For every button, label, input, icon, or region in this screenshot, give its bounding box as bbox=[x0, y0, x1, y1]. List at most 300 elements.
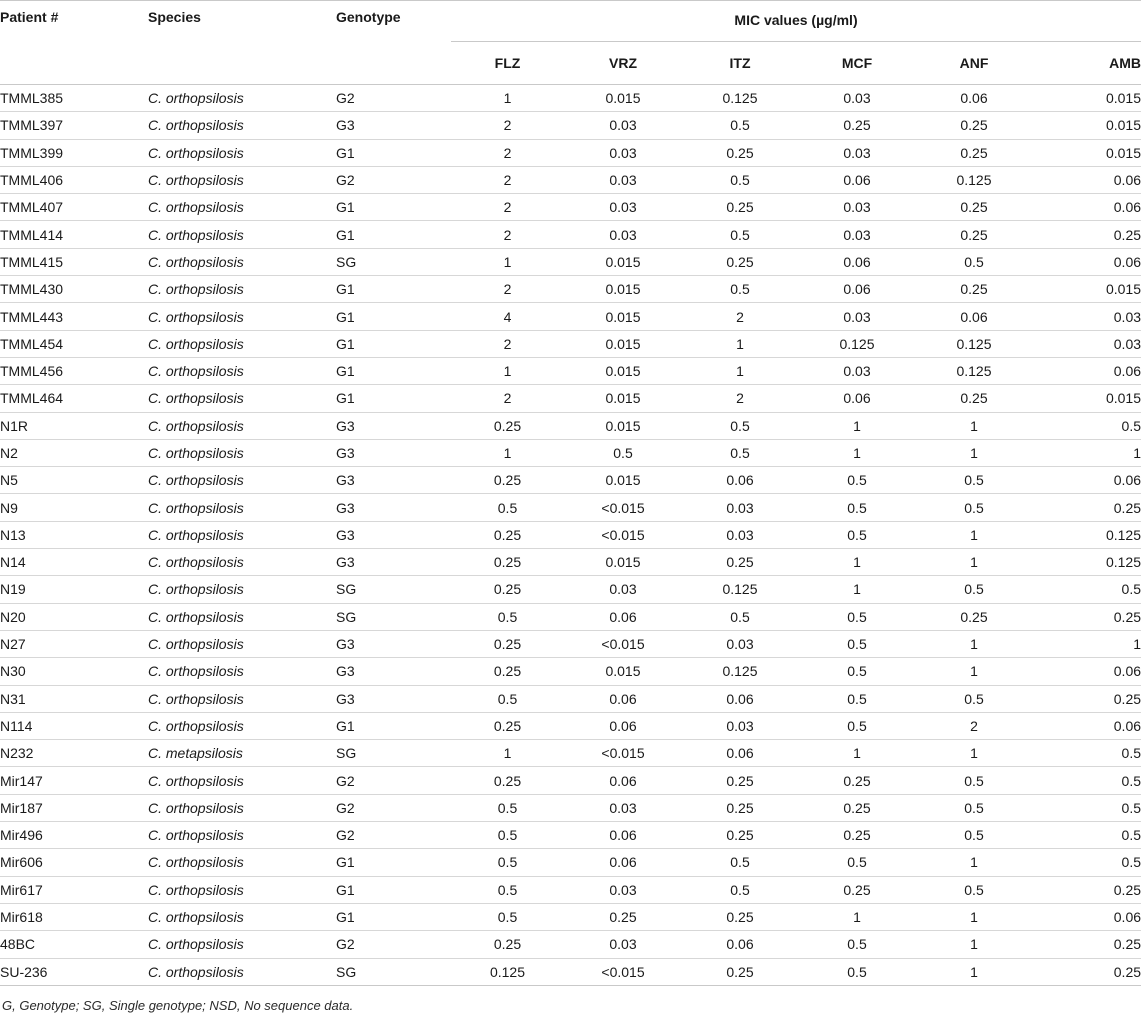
cell-species: C. orthopsilosis bbox=[148, 849, 336, 876]
cell-itz: 0.06 bbox=[682, 740, 798, 767]
table-row bbox=[0, 385, 1141, 412]
cell-itz: 0.25 bbox=[682, 794, 798, 821]
cell-flz: 0.125 bbox=[451, 958, 564, 985]
cell-itz: 2 bbox=[682, 303, 798, 330]
cell-mcf: 0.5 bbox=[798, 603, 916, 630]
cell-itz: 0.125 bbox=[682, 658, 798, 685]
cell-anf: 0.25 bbox=[916, 139, 1032, 166]
cell-flz: 2 bbox=[451, 166, 564, 193]
cell-species: C. orthopsilosis bbox=[148, 903, 336, 930]
cell-patient: Mir147 bbox=[0, 767, 148, 794]
table-row bbox=[0, 712, 1141, 739]
cell-itz: 0.5 bbox=[682, 221, 798, 248]
cell-amb: 0.06 bbox=[1032, 467, 1141, 494]
cell-vrz: 0.03 bbox=[564, 139, 682, 166]
cell-flz: 0.25 bbox=[451, 576, 564, 603]
cell-mcf: 0.03 bbox=[798, 85, 916, 112]
cell-vrz: <0.015 bbox=[564, 958, 682, 985]
cell-vrz: 0.015 bbox=[564, 658, 682, 685]
table-row bbox=[0, 521, 1141, 548]
cell-amb: 1 bbox=[1032, 630, 1141, 657]
cell-genotype: G3 bbox=[336, 685, 451, 712]
cell-vrz: 0.015 bbox=[564, 467, 682, 494]
cell-flz: 0.5 bbox=[451, 794, 564, 821]
cell-genotype: G3 bbox=[336, 630, 451, 657]
cell-mcf: 1 bbox=[798, 576, 916, 603]
cell-flz: 2 bbox=[451, 194, 564, 221]
table-row bbox=[0, 685, 1141, 712]
cell-patient: N20 bbox=[0, 603, 148, 630]
cell-species: C. orthopsilosis bbox=[148, 958, 336, 985]
header-genotype: Genotype bbox=[336, 1, 451, 42]
table-row bbox=[0, 903, 1141, 930]
cell-amb: 0.25 bbox=[1032, 603, 1141, 630]
cell-flz: 0.5 bbox=[451, 494, 564, 521]
cell-anf: 0.125 bbox=[916, 357, 1032, 384]
cell-species: C. orthopsilosis bbox=[148, 357, 336, 384]
cell-patient: N30 bbox=[0, 658, 148, 685]
header-mic-values: MIC values (µg/ml) bbox=[451, 1, 1141, 42]
cell-anf: 1 bbox=[916, 903, 1032, 930]
cell-patient: N232 bbox=[0, 740, 148, 767]
cell-patient: N31 bbox=[0, 685, 148, 712]
cell-patient: Mir606 bbox=[0, 849, 148, 876]
cell-species: C. orthopsilosis bbox=[148, 521, 336, 548]
cell-patient: Mir618 bbox=[0, 903, 148, 930]
cell-species: C. orthopsilosis bbox=[148, 412, 336, 439]
table-row bbox=[0, 85, 1141, 112]
cell-anf: 0.25 bbox=[916, 385, 1032, 412]
cell-amb: 0.25 bbox=[1032, 685, 1141, 712]
cell-patient: N27 bbox=[0, 630, 148, 657]
table-row bbox=[0, 494, 1141, 521]
cell-mcf: 0.25 bbox=[798, 822, 916, 849]
cell-itz: 0.5 bbox=[682, 849, 798, 876]
cell-anf: 1 bbox=[916, 549, 1032, 576]
cell-itz: 0.25 bbox=[682, 194, 798, 221]
cell-flz: 0.25 bbox=[451, 712, 564, 739]
cell-itz: 0.5 bbox=[682, 876, 798, 903]
cell-vrz: 0.015 bbox=[564, 330, 682, 357]
cell-genotype: G1 bbox=[336, 303, 451, 330]
cell-genotype: G1 bbox=[336, 903, 451, 930]
cell-genotype: G3 bbox=[336, 549, 451, 576]
cell-vrz: 0.015 bbox=[564, 412, 682, 439]
cell-amb: 0.06 bbox=[1032, 658, 1141, 685]
cell-mcf: 0.03 bbox=[798, 221, 916, 248]
cell-amb: 0.06 bbox=[1032, 194, 1141, 221]
cell-mcf: 0.06 bbox=[798, 166, 916, 193]
cell-patient: N14 bbox=[0, 549, 148, 576]
table-row bbox=[0, 767, 1141, 794]
cell-itz: 0.06 bbox=[682, 467, 798, 494]
table-row bbox=[0, 330, 1141, 357]
cell-species: C. orthopsilosis bbox=[148, 439, 336, 466]
cell-anf: 0.5 bbox=[916, 767, 1032, 794]
cell-flz: 0.25 bbox=[451, 767, 564, 794]
cell-species: C. orthopsilosis bbox=[148, 876, 336, 903]
cell-mcf: 1 bbox=[798, 549, 916, 576]
cell-species: C. orthopsilosis bbox=[148, 276, 336, 303]
table-row bbox=[0, 276, 1141, 303]
cell-vrz: 0.015 bbox=[564, 276, 682, 303]
subheader-blank bbox=[0, 42, 148, 85]
cell-patient: N1R bbox=[0, 412, 148, 439]
cell-vrz: 0.06 bbox=[564, 849, 682, 876]
cell-mcf: 0.03 bbox=[798, 139, 916, 166]
cell-anf: 1 bbox=[916, 439, 1032, 466]
cell-flz: 2 bbox=[451, 276, 564, 303]
table-row bbox=[0, 849, 1141, 876]
cell-mcf: 0.5 bbox=[798, 685, 916, 712]
cell-mcf: 0.5 bbox=[798, 958, 916, 985]
cell-itz: 0.03 bbox=[682, 712, 798, 739]
cell-amb: 0.5 bbox=[1032, 412, 1141, 439]
cell-anf: 0.5 bbox=[916, 685, 1032, 712]
cell-mcf: 0.03 bbox=[798, 194, 916, 221]
cell-itz: 0.5 bbox=[682, 412, 798, 439]
cell-vrz: 0.25 bbox=[564, 903, 682, 930]
cell-genotype: SG bbox=[336, 576, 451, 603]
table-row bbox=[0, 740, 1141, 767]
cell-itz: 0.03 bbox=[682, 521, 798, 548]
cell-flz: 0.5 bbox=[451, 876, 564, 903]
header-species: Species bbox=[148, 1, 336, 42]
cell-anf: 0.5 bbox=[916, 467, 1032, 494]
cell-amb: 0.015 bbox=[1032, 385, 1141, 412]
cell-itz: 0.25 bbox=[682, 549, 798, 576]
cell-amb: 0.06 bbox=[1032, 903, 1141, 930]
cell-genotype: G2 bbox=[336, 85, 451, 112]
cell-patient: TMML397 bbox=[0, 112, 148, 139]
cell-flz: 0.25 bbox=[451, 658, 564, 685]
cell-amb: 0.03 bbox=[1032, 303, 1141, 330]
cell-amb: 0.25 bbox=[1032, 221, 1141, 248]
cell-vrz: 0.03 bbox=[564, 931, 682, 958]
cell-amb: 0.015 bbox=[1032, 112, 1141, 139]
cell-genotype: G3 bbox=[336, 467, 451, 494]
table-row bbox=[0, 303, 1141, 330]
cell-anf: 1 bbox=[916, 630, 1032, 657]
cell-vrz: 0.06 bbox=[564, 712, 682, 739]
cell-anf: 0.06 bbox=[916, 303, 1032, 330]
cell-genotype: SG bbox=[336, 958, 451, 985]
table-row bbox=[0, 658, 1141, 685]
cell-mcf: 0.03 bbox=[798, 357, 916, 384]
cell-flz: 0.5 bbox=[451, 822, 564, 849]
cell-amb: 0.03 bbox=[1032, 330, 1141, 357]
cell-patient: Mir496 bbox=[0, 822, 148, 849]
cell-species: C. orthopsilosis bbox=[148, 330, 336, 357]
table-row bbox=[0, 467, 1141, 494]
cell-anf: 0.5 bbox=[916, 822, 1032, 849]
cell-flz: 0.25 bbox=[451, 630, 564, 657]
cell-genotype: G3 bbox=[336, 658, 451, 685]
table-row bbox=[0, 166, 1141, 193]
cell-itz: 0.25 bbox=[682, 958, 798, 985]
cell-itz: 0.5 bbox=[682, 166, 798, 193]
table-row bbox=[0, 931, 1141, 958]
cell-mcf: 0.06 bbox=[798, 248, 916, 275]
cell-anf: 0.25 bbox=[916, 221, 1032, 248]
cell-vrz: 0.06 bbox=[564, 603, 682, 630]
cell-vrz: <0.015 bbox=[564, 740, 682, 767]
cell-species: C. orthopsilosis bbox=[148, 194, 336, 221]
cell-amb: 0.06 bbox=[1032, 357, 1141, 384]
cell-anf: 1 bbox=[916, 412, 1032, 439]
cell-flz: 2 bbox=[451, 139, 564, 166]
cell-itz: 1 bbox=[682, 357, 798, 384]
cell-species: C. orthopsilosis bbox=[148, 576, 336, 603]
cell-amb: 0.015 bbox=[1032, 85, 1141, 112]
cell-species: C. orthopsilosis bbox=[148, 630, 336, 657]
cell-patient: N9 bbox=[0, 494, 148, 521]
cell-flz: 0.25 bbox=[451, 549, 564, 576]
cell-amb: 0.5 bbox=[1032, 767, 1141, 794]
table-row bbox=[0, 139, 1141, 166]
cell-vrz: 0.03 bbox=[564, 876, 682, 903]
cell-anf: 0.25 bbox=[916, 276, 1032, 303]
cell-mcf: 0.25 bbox=[798, 112, 916, 139]
header-drug-amb: AMB bbox=[1032, 42, 1141, 85]
table-row bbox=[0, 603, 1141, 630]
header-drug-flz: FLZ bbox=[451, 42, 564, 85]
cell-amb: 0.25 bbox=[1032, 876, 1141, 903]
cell-genotype: G1 bbox=[336, 357, 451, 384]
cell-genotype: G3 bbox=[336, 412, 451, 439]
cell-flz: 1 bbox=[451, 439, 564, 466]
cell-patient: TMML456 bbox=[0, 357, 148, 384]
cell-flz: 1 bbox=[451, 740, 564, 767]
cell-vrz: 0.015 bbox=[564, 549, 682, 576]
cell-vrz: 0.015 bbox=[564, 357, 682, 384]
cell-species: C. orthopsilosis bbox=[148, 303, 336, 330]
cell-anf: 1 bbox=[916, 658, 1032, 685]
cell-species: C. orthopsilosis bbox=[148, 685, 336, 712]
header-patient: Patient # bbox=[0, 1, 148, 42]
cell-anf: 0.5 bbox=[916, 248, 1032, 275]
cell-species: C. orthopsilosis bbox=[148, 494, 336, 521]
cell-amb: 0.25 bbox=[1032, 494, 1141, 521]
subheader-blank bbox=[148, 42, 336, 85]
cell-anf: 0.125 bbox=[916, 330, 1032, 357]
cell-mcf: 0.5 bbox=[798, 931, 916, 958]
cell-patient: TMML406 bbox=[0, 166, 148, 193]
cell-genotype: G1 bbox=[336, 221, 451, 248]
cell-vrz: <0.015 bbox=[564, 521, 682, 548]
cell-amb: 0.5 bbox=[1032, 849, 1141, 876]
cell-mcf: 0.25 bbox=[798, 794, 916, 821]
table-row bbox=[0, 822, 1141, 849]
cell-species: C. orthopsilosis bbox=[148, 112, 336, 139]
header-drug-anf: ANF bbox=[916, 42, 1032, 85]
cell-genotype: G1 bbox=[336, 712, 451, 739]
cell-itz: 0.06 bbox=[682, 685, 798, 712]
cell-patient: N13 bbox=[0, 521, 148, 548]
cell-anf: 1 bbox=[916, 958, 1032, 985]
cell-anf: 0.25 bbox=[916, 112, 1032, 139]
cell-species: C. orthopsilosis bbox=[148, 931, 336, 958]
cell-amb: 0.5 bbox=[1032, 794, 1141, 821]
cell-genotype: G3 bbox=[336, 494, 451, 521]
cell-itz: 2 bbox=[682, 385, 798, 412]
cell-mcf: 1 bbox=[798, 903, 916, 930]
cell-itz: 0.5 bbox=[682, 276, 798, 303]
cell-species: C. orthopsilosis bbox=[148, 221, 336, 248]
cell-species: C. orthopsilosis bbox=[148, 549, 336, 576]
cell-vrz: 0.5 bbox=[564, 439, 682, 466]
cell-genotype: SG bbox=[336, 740, 451, 767]
cell-itz: 0.5 bbox=[682, 603, 798, 630]
cell-species: C. orthopsilosis bbox=[148, 467, 336, 494]
cell-genotype: G1 bbox=[336, 385, 451, 412]
table-row bbox=[0, 412, 1141, 439]
cell-amb: 0.25 bbox=[1032, 931, 1141, 958]
cell-amb: 0.5 bbox=[1032, 740, 1141, 767]
table-row bbox=[0, 357, 1141, 384]
cell-vrz: 0.06 bbox=[564, 767, 682, 794]
cell-anf: 1 bbox=[916, 849, 1032, 876]
cell-itz: 0.25 bbox=[682, 822, 798, 849]
cell-genotype: G2 bbox=[336, 822, 451, 849]
cell-patient: TMML415 bbox=[0, 248, 148, 275]
subheader-blank bbox=[336, 42, 451, 85]
cell-vrz: 0.015 bbox=[564, 303, 682, 330]
cell-amb: 0.25 bbox=[1032, 958, 1141, 985]
cell-mcf: 0.5 bbox=[798, 849, 916, 876]
cell-mcf: 0.06 bbox=[798, 276, 916, 303]
cell-flz: 0.5 bbox=[451, 685, 564, 712]
header-drug-mcf: MCF bbox=[798, 42, 916, 85]
cell-species: C. orthopsilosis bbox=[148, 248, 336, 275]
table-row bbox=[0, 194, 1141, 221]
cell-flz: 0.25 bbox=[451, 521, 564, 548]
cell-flz: 2 bbox=[451, 385, 564, 412]
table-body bbox=[0, 85, 1141, 986]
cell-genotype: G2 bbox=[336, 166, 451, 193]
cell-species: C. orthopsilosis bbox=[148, 794, 336, 821]
cell-mcf: 1 bbox=[798, 740, 916, 767]
cell-itz: 0.125 bbox=[682, 85, 798, 112]
cell-genotype: G2 bbox=[336, 931, 451, 958]
cell-itz: 0.5 bbox=[682, 112, 798, 139]
cell-amb: 0.06 bbox=[1032, 248, 1141, 275]
cell-mcf: 0.25 bbox=[798, 876, 916, 903]
header-drug-vrz: VRZ bbox=[564, 42, 682, 85]
cell-genotype: G3 bbox=[336, 112, 451, 139]
cell-anf: 0.125 bbox=[916, 166, 1032, 193]
cell-flz: 0.25 bbox=[451, 467, 564, 494]
cell-amb: 0.5 bbox=[1032, 822, 1141, 849]
table-footnote: G, Genotype; SG, Single genotype; NSD, No sequence data. bbox=[2, 997, 354, 1013]
header-drug-itz: ITZ bbox=[682, 42, 798, 85]
cell-vrz: 0.03 bbox=[564, 576, 682, 603]
cell-vrz: <0.015 bbox=[564, 630, 682, 657]
cell-anf: 0.5 bbox=[916, 794, 1032, 821]
cell-vrz: 0.015 bbox=[564, 248, 682, 275]
cell-amb: 0.125 bbox=[1032, 549, 1141, 576]
cell-flz: 1 bbox=[451, 85, 564, 112]
cell-genotype: G1 bbox=[336, 194, 451, 221]
cell-patient: TMML430 bbox=[0, 276, 148, 303]
cell-patient: TMML399 bbox=[0, 139, 148, 166]
cell-mcf: 0.5 bbox=[798, 494, 916, 521]
cell-anf: 1 bbox=[916, 931, 1032, 958]
cell-amb: 0.015 bbox=[1032, 139, 1141, 166]
cell-itz: 0.25 bbox=[682, 248, 798, 275]
cell-anf: 1 bbox=[916, 521, 1032, 548]
cell-amb: 0.015 bbox=[1032, 276, 1141, 303]
cell-mcf: 1 bbox=[798, 412, 916, 439]
cell-itz: 0.25 bbox=[682, 903, 798, 930]
cell-vrz: 0.015 bbox=[564, 85, 682, 112]
cell-genotype: SG bbox=[336, 248, 451, 275]
cell-itz: 0.25 bbox=[682, 767, 798, 794]
table-row bbox=[0, 549, 1141, 576]
cell-anf: 0.5 bbox=[916, 576, 1032, 603]
cell-anf: 0.5 bbox=[916, 494, 1032, 521]
cell-mcf: 1 bbox=[798, 439, 916, 466]
cell-genotype: G1 bbox=[336, 849, 451, 876]
cell-mcf: 0.25 bbox=[798, 767, 916, 794]
cell-patient: TMML454 bbox=[0, 330, 148, 357]
cell-patient: TMML414 bbox=[0, 221, 148, 248]
cell-flz: 0.5 bbox=[451, 849, 564, 876]
cell-genotype: SG bbox=[336, 603, 451, 630]
cell-anf: 0.06 bbox=[916, 85, 1032, 112]
cell-anf: 0.25 bbox=[916, 603, 1032, 630]
cell-mcf: 0.5 bbox=[798, 467, 916, 494]
cell-mcf: 0.5 bbox=[798, 630, 916, 657]
cell-patient: N2 bbox=[0, 439, 148, 466]
cell-itz: 1 bbox=[682, 330, 798, 357]
cell-patient: Mir187 bbox=[0, 794, 148, 821]
cell-patient: TMML385 bbox=[0, 85, 148, 112]
cell-flz: 0.25 bbox=[451, 412, 564, 439]
cell-genotype: G3 bbox=[336, 439, 451, 466]
cell-species: C. orthopsilosis bbox=[148, 712, 336, 739]
cell-patient: Mir617 bbox=[0, 876, 148, 903]
cell-amb: 0.06 bbox=[1032, 712, 1141, 739]
cell-patient: TMML464 bbox=[0, 385, 148, 412]
cell-species: C. orthopsilosis bbox=[148, 658, 336, 685]
cell-itz: 0.03 bbox=[682, 630, 798, 657]
cell-amb: 0.06 bbox=[1032, 166, 1141, 193]
table-row bbox=[0, 958, 1141, 985]
cell-vrz: <0.015 bbox=[564, 494, 682, 521]
cell-flz: 2 bbox=[451, 112, 564, 139]
cell-patient: TMML407 bbox=[0, 194, 148, 221]
cell-patient: N19 bbox=[0, 576, 148, 603]
cell-patient: 48BC bbox=[0, 931, 148, 958]
cell-mcf: 0.03 bbox=[798, 303, 916, 330]
cell-genotype: G1 bbox=[336, 330, 451, 357]
cell-flz: 2 bbox=[451, 221, 564, 248]
cell-genotype: G2 bbox=[336, 767, 451, 794]
table-row bbox=[0, 221, 1141, 248]
table-row bbox=[0, 112, 1141, 139]
cell-vrz: 0.03 bbox=[564, 794, 682, 821]
table-row bbox=[0, 439, 1141, 466]
cell-species: C. orthopsilosis bbox=[148, 139, 336, 166]
cell-species: C. orthopsilosis bbox=[148, 767, 336, 794]
cell-itz: 0.5 bbox=[682, 439, 798, 466]
subheader-row bbox=[0, 42, 1141, 85]
cell-anf: 2 bbox=[916, 712, 1032, 739]
cell-mcf: 0.5 bbox=[798, 521, 916, 548]
cell-species: C. orthopsilosis bbox=[148, 603, 336, 630]
cell-itz: 0.03 bbox=[682, 494, 798, 521]
